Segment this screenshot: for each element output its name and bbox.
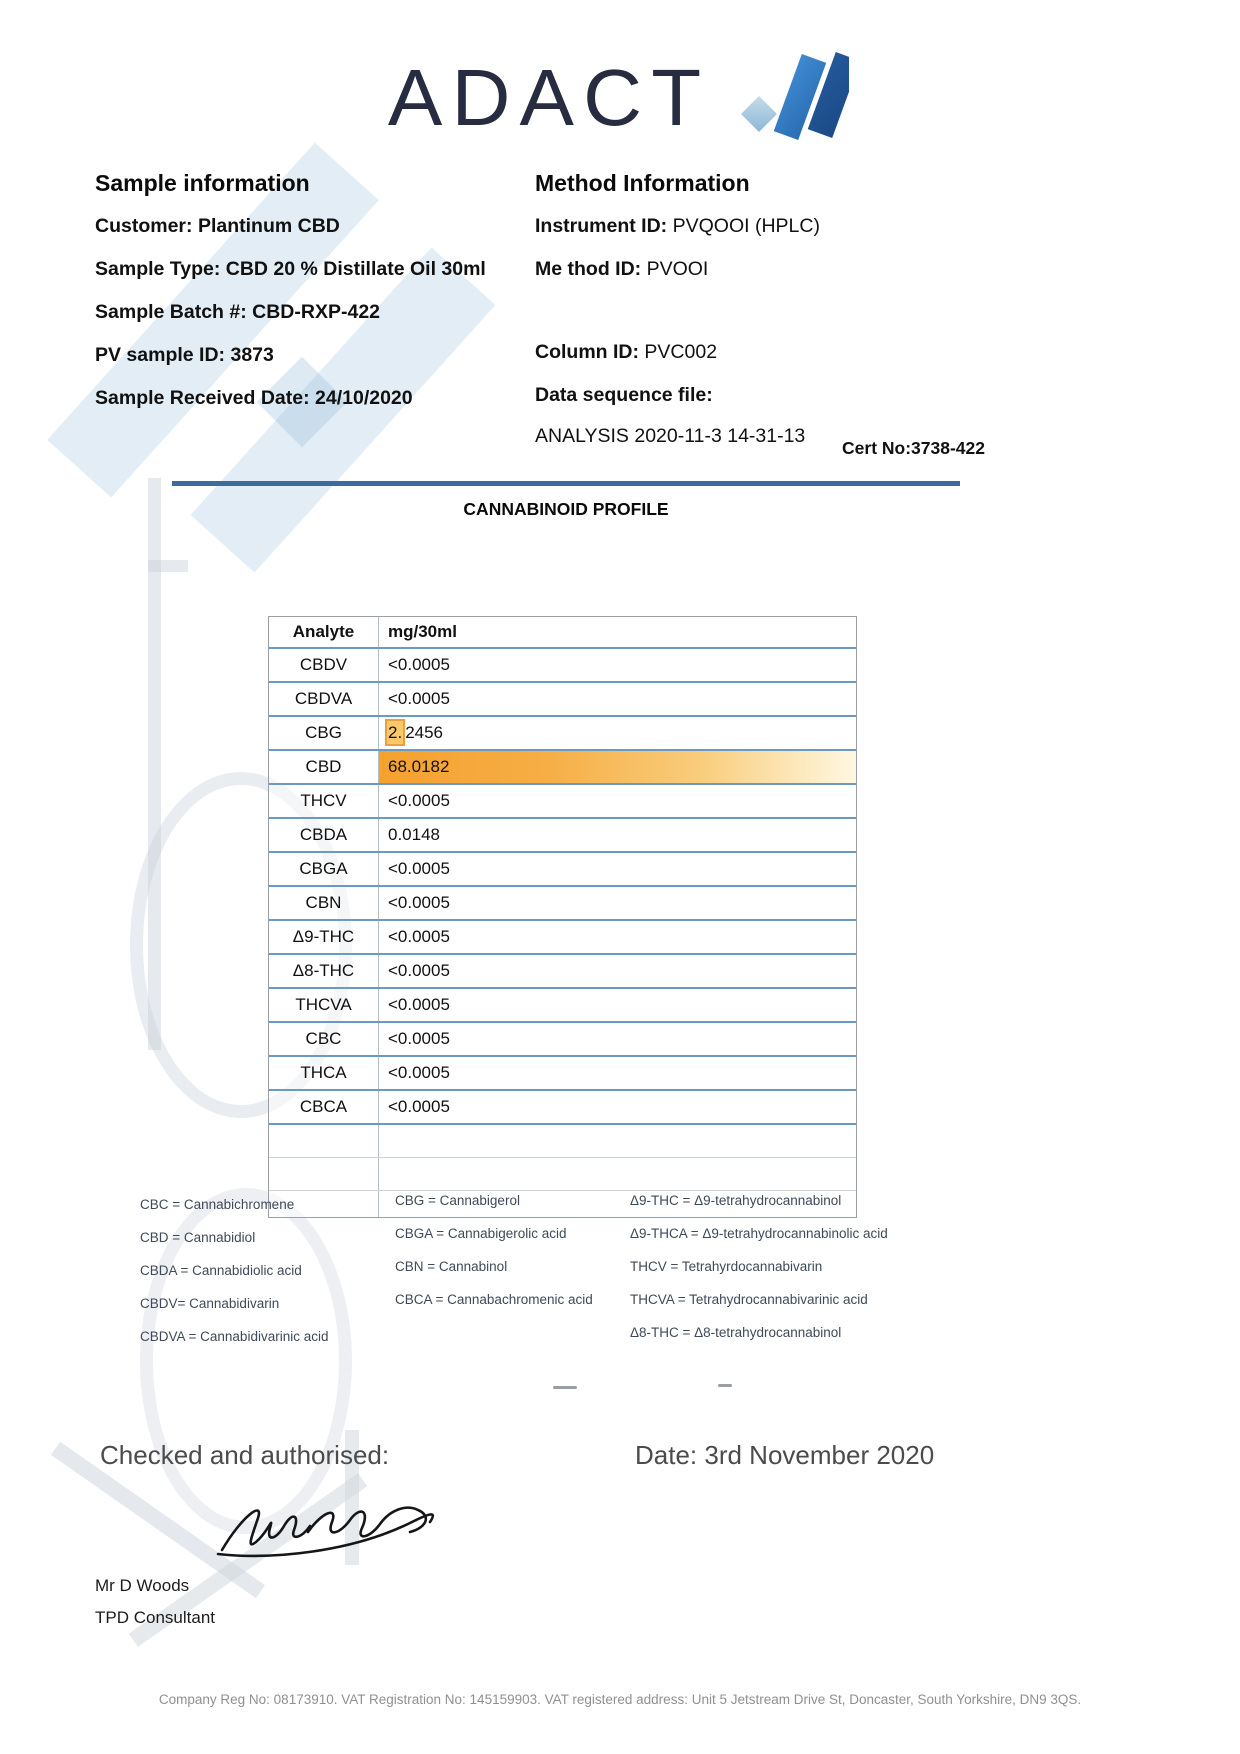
scribble-mark bbox=[553, 1386, 577, 1389]
brand-logo bbox=[0, 52, 1240, 144]
legend-column-3 bbox=[630, 1192, 960, 1357]
legend-column-1 bbox=[140, 1196, 390, 1361]
analyte-cell: Δ8-THC bbox=[292, 961, 355, 980]
value-cell: <0.0005 bbox=[378, 921, 856, 953]
analyte-cell: CBCA bbox=[299, 1097, 348, 1116]
spacer bbox=[535, 299, 1005, 339]
value-cell-highlighted: 68.0182 bbox=[378, 751, 856, 783]
legend-item: CBDVA = Cannabidivarinic acid bbox=[140, 1329, 329, 1344]
analyte-cell bbox=[269, 1125, 378, 1157]
value-cell: <0.0005 bbox=[378, 649, 856, 681]
section-divider-rule bbox=[172, 481, 960, 486]
cannabinoid-profile-title: CANNABINOID PROFILE bbox=[463, 499, 669, 519]
value-cell: <0.0005 bbox=[378, 887, 856, 919]
table-row bbox=[269, 955, 856, 989]
table-row bbox=[269, 649, 856, 683]
sample-information-title: Sample information bbox=[95, 170, 310, 196]
legend-column-2 bbox=[395, 1192, 625, 1324]
scribble-mark bbox=[718, 1384, 732, 1387]
signatory-role: TPD Consultant bbox=[95, 1608, 215, 1627]
value-cell: <0.0005 bbox=[378, 1023, 856, 1055]
analyte-cell: CBN bbox=[305, 893, 342, 912]
analyte-cell: THCV bbox=[300, 791, 347, 810]
signatory-name: Mr D Woods bbox=[95, 1576, 190, 1595]
legend-item: THCV = Tetrahyrdocannabivarin bbox=[630, 1259, 823, 1274]
date-text: Date: 3rd November 2020 bbox=[635, 1440, 935, 1470]
table-row bbox=[269, 819, 856, 853]
analyte-cell: CBG bbox=[305, 723, 342, 742]
customer-field: Customer: Plantinum CBD bbox=[95, 215, 340, 237]
value-rest: 2456 bbox=[405, 723, 444, 742]
brand-wordmark: ADACT bbox=[387, 53, 711, 142]
analyte-cell bbox=[269, 1158, 378, 1190]
footer-company-info: Company Reg No: 08173910. VAT Registration No: 145159903. VAT registered address: Unit 5 Jetstream Drive St, Doncaster, South Yorkshire, DN9 3QS. bbox=[158, 1692, 1082, 1707]
table-row bbox=[269, 717, 856, 751]
cannabinoid-profile-table bbox=[268, 616, 857, 1218]
legend-item: CBG = Cannabigerol bbox=[395, 1193, 520, 1208]
table-row bbox=[269, 1057, 856, 1091]
legend-item: CBGA = Cannabigerolic acid bbox=[395, 1226, 567, 1241]
pv-sample-id-field: PV sample ID: 3873 bbox=[95, 343, 274, 366]
legend-item: CBN = Cannabinol bbox=[395, 1259, 508, 1274]
table-row bbox=[269, 853, 856, 887]
table-row bbox=[269, 1023, 856, 1057]
legend-item: CBD = Cannabidiol bbox=[140, 1230, 256, 1245]
method-information-title: Method Information bbox=[535, 170, 750, 196]
highlight-box: 2. bbox=[385, 719, 405, 746]
sample-information-section bbox=[95, 170, 523, 428]
instrument-id-field: Instrument ID: PVQOOI (HPLC) bbox=[535, 215, 820, 237]
data-sequence-file-value: ANALYSIS 2020-11-3 14-31-13 bbox=[535, 424, 806, 447]
analyte-cell: CBC bbox=[305, 1029, 342, 1048]
sample-type-field: Sample Type: CBD 20 % Distillate Oil 30ml bbox=[95, 257, 486, 280]
table-row bbox=[269, 751, 856, 785]
amount-column-header: mg/30ml bbox=[378, 617, 856, 647]
legend-item: CBDV= Cannabidivarin bbox=[140, 1296, 280, 1311]
value-cell: <0.0005 bbox=[378, 785, 856, 817]
value-cell: <0.0005 bbox=[378, 1091, 856, 1123]
value-cell: <0.0005 bbox=[378, 853, 856, 885]
brand-logo-icon bbox=[727, 52, 849, 144]
legend-item: CBCA = Cannabachromenic acid bbox=[395, 1292, 593, 1307]
table-row-empty bbox=[269, 1158, 856, 1191]
cert-number: Cert No:3738-422 bbox=[842, 438, 985, 458]
table-row bbox=[269, 1091, 856, 1125]
value-cell: <0.0005 bbox=[378, 1057, 856, 1089]
table-row bbox=[269, 921, 856, 955]
watermark-shape bbox=[148, 560, 188, 572]
analyte-cell: CBDA bbox=[299, 825, 348, 844]
legend-item: Δ8-THC = Δ8-tetrahydrocannabinol bbox=[630, 1325, 842, 1340]
analyte-cell: CBDVA bbox=[294, 689, 353, 708]
analyte-cell: CBDV bbox=[299, 655, 348, 674]
analyte-cell: CBD bbox=[305, 757, 342, 776]
table-row bbox=[269, 887, 856, 921]
value-cell: <0.0005 bbox=[378, 683, 856, 715]
value-cell bbox=[378, 1125, 856, 1157]
analyte-cell: Δ9-THC bbox=[292, 927, 355, 946]
value-cell bbox=[378, 1158, 856, 1190]
checked-authorised-label: Checked and authorised: bbox=[100, 1440, 390, 1470]
value-cell: <0.0005 bbox=[378, 989, 856, 1021]
legend-item: CBC = Cannabichromene bbox=[140, 1197, 295, 1212]
analyte-cell: THCA bbox=[300, 1063, 347, 1082]
legend-item: THCVA = Tetrahydrocannabivarinic acid bbox=[630, 1292, 868, 1307]
legend-item: Δ9-THC = Δ9-tetrahydrocannabinol bbox=[630, 1193, 842, 1208]
signature-image bbox=[212, 1488, 462, 1572]
method-information-section bbox=[535, 170, 1005, 464]
data-sequence-file-label: Data sequence file: bbox=[535, 383, 713, 406]
table-row-empty bbox=[269, 1125, 856, 1158]
value-cell: 0.0148 bbox=[378, 819, 856, 851]
analyte-column-header: Analyte bbox=[292, 622, 355, 641]
table-header-row bbox=[269, 617, 856, 649]
legend-item: Δ9-THCA = Δ9-tetrahydrocannabinolic acid bbox=[630, 1226, 888, 1241]
value-cell: <0.0005 bbox=[378, 955, 856, 987]
column-id-field: Column ID: PVC002 bbox=[535, 340, 718, 363]
value-cell bbox=[378, 717, 856, 749]
table-row bbox=[269, 683, 856, 717]
analyte-cell: CBGA bbox=[299, 859, 348, 878]
table-row bbox=[269, 785, 856, 819]
legend-item: CBDA = Cannabidiolic acid bbox=[140, 1263, 302, 1278]
method-id-field: Me thod ID: PVOOI bbox=[535, 257, 709, 280]
analyte-cell: THCVA bbox=[295, 995, 352, 1014]
sample-received-date-field: Sample Received Date: 24/10/2020 bbox=[95, 386, 413, 409]
sample-batch-field: Sample Batch #: CBD-RXP-422 bbox=[95, 300, 381, 323]
table-row bbox=[269, 989, 856, 1023]
